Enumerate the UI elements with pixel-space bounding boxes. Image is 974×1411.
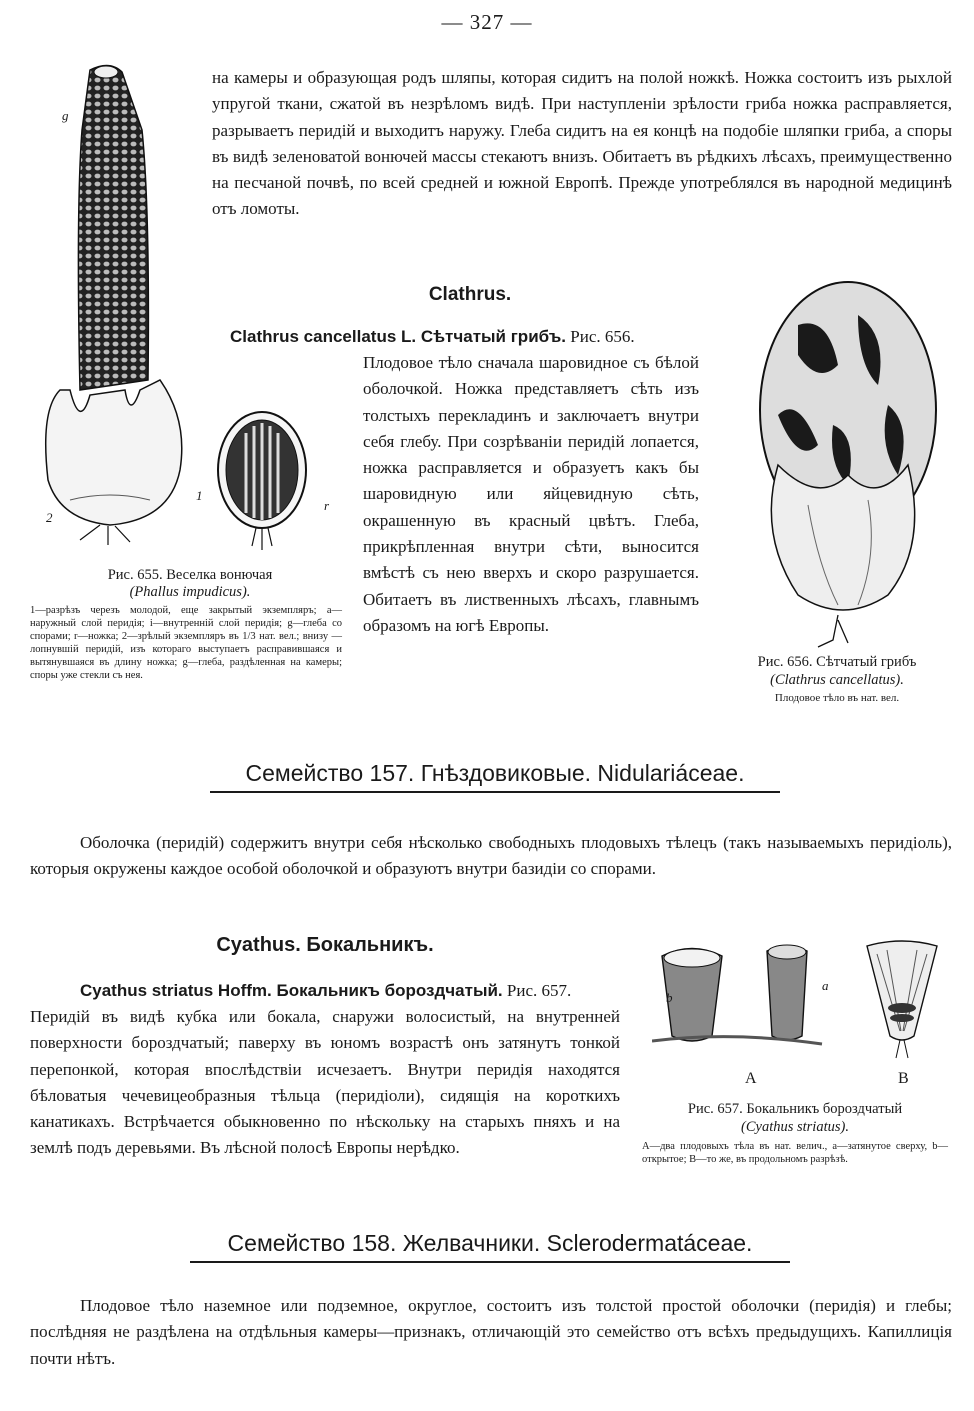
- figure-655-phallus-section: [206, 408, 318, 558]
- family-158-heading: Семейство 158. Желвачники. Sclerodermatáceae.: [227, 1230, 753, 1256]
- fig657-label-B: B: [898, 1070, 909, 1087]
- cyathus-genus-heading: Cyathus. Бокальникъ.: [216, 934, 434, 956]
- clathrus-species-line: [230, 324, 710, 350]
- fig656-caption-note: Плодовое тѣло въ нат. вел.: [774, 692, 900, 704]
- intro-paragraph: на камеры и образующая родъ шляпы, которая сидитъ на полой ножкѣ. Ножка состоитъ изъ рыхлой упругой ткани, сжатой въ незрѣломъ видѣ. При наступленіи зрѣлости гриба ножка расправляется, разрываетъ перидій и выходитъ наружу. Глеба сидитъ на ея концѣ на подобіе шляпки гриба, а споры въ видѣ зеленоватой вонючей массы стекаютъ внизъ. Обитаетъ въ рѣдкихъ лѣсахъ, преимущественно на песчаной почвѣ, по всей средней и южной Европѣ. Прежде употреблялся въ народной медицинѣ отъ ломоты.: [212, 68, 952, 219]
- fig655-note: 1—разрѣзъ черезъ молодой, еще закрытый экземпляръ; a—наружный слой перидія; i—внутренній слой перидія; g—глеба со спорами; r—ножка; 2—зрѣлый экземпляръ въ 1/3 нат. вел.; внизу — лопнувшій перидій, изъ котораго выступаетъ расправившаяся и вытянувшаяся въ длину ножка; g—глеба, раздѣленная на камеры; споры уже стекли съ нея.: [30, 605, 342, 681]
- family-157-heading: Семейство 157. Гнѣздовиковые. Nidulariáceae.: [245, 760, 745, 786]
- fig655-caption-latin: (Phallus impudicus).: [129, 584, 251, 600]
- cyathus-fig-ref: Рис. 657.: [502, 981, 572, 1000]
- fig655-label-2: 2: [46, 510, 53, 525]
- cyathus-species-name: Cyathus striatus Hoffm. Бокальникъ бороздчатый.: [80, 981, 503, 1000]
- fig656-caption-latin: (Clathrus cancellatus).: [770, 672, 904, 688]
- figure-656-clathrus: [738, 275, 948, 655]
- fig657-caption-latin: (Cyathus striatus).: [741, 1119, 849, 1135]
- fig657-label-b: b: [666, 990, 673, 1005]
- fig657-label-a: a: [822, 978, 829, 993]
- fig655-caption-title: Рис. 655. Веселка вонючая: [107, 567, 273, 583]
- fig655-label-g: g: [62, 108, 69, 123]
- figure-657-cyathus: [652, 936, 952, 1066]
- page-number: — 327 —: [441, 10, 533, 34]
- clathrus-description: Плодовое тѣло сначала шаровидное съ бѣлой оболочкой. Ножка представляетъ сѣть изъ толстыхъ перекладинъ и заключаетъ внутри себя глебу. При созрѣваніи перидій лопается, ножка расправляется и образуетъ какъ бы шаровидную или яйцевидную сѣть, окрашенную въ красный цвѣтъ. Глеба, прикрѣпленная внутри сѣти, выносится вмѣстѣ съ нею вверхъ и скоро разрушается. Обитаетъ въ лиственныхъ лѣсахъ, главнымъ образомъ на югѣ Европы.: [363, 353, 699, 635]
- clathrus-species-name: Clathrus cancellatus L. Сѣтчатый грибъ.: [230, 327, 567, 346]
- clathrus-genus-heading: Clathrus.: [428, 284, 512, 305]
- fig655-label-1: 1: [196, 488, 203, 503]
- fig655-label-r: r: [324, 498, 330, 513]
- family-157-text: Оболочка (перидій) содержитъ внутри себя нѣсколько свободныхъ плодовыхъ тѣлецъ (такъ называемыхъ перидіоль), которыя окружены каждое особой оболочкой и образуютъ внутри базидіи со спорами.: [30, 833, 952, 879]
- cyathus-description: Перидій въ видѣ кубка или бокала, снаружи волосистый, на внутренней поверхности бороздчатый; паверху въ юномъ возрастѣ онъ затянутъ тонкой перепонкой, которая впослѣдствіи исчезаетъ. Внутри перидія находятся бѣловатыя чечевицеобразныя тѣльца (перидіоли), сидящія на короткихъ канатикахъ. Встрѣчается обыкновенно по нѣскольку на старыхъ пняхъ и на землѣ подъ деревьями. Въ лѣсной полосѣ Европы нерѣдко.: [30, 1007, 620, 1158]
- cyathus-species-line: [30, 978, 620, 1004]
- fig657-note: A—два плодовыхъ тѣла въ нат. велич., a—затянутое сверху, b—открытое; B—то же, въ продольномъ разрѣзѣ.: [642, 1141, 948, 1165]
- fig656-caption-title: Рис. 656. Сѣтчатый грибъ: [757, 654, 917, 670]
- figure-655-phallus-mature: [30, 60, 190, 560]
- fig657-caption-title: Рис. 657. Бокальникъ бороздчатый: [687, 1101, 903, 1117]
- family-157-rule: [210, 791, 780, 793]
- fig657-label-A: A: [745, 1070, 757, 1087]
- clathrus-fig-ref: Рис. 656.: [566, 327, 635, 346]
- family-158-rule: [190, 1261, 790, 1263]
- family-158-text: Плодовое тѣло наземное или подземное, округлое, состоитъ изъ толстой простой оболочки (перидія) и глебы; послѣдняя не раздѣлена на отдѣльныя камеры—признакъ, отличающій это семейство отъ всѣхъ предыдущихъ. Капиллиція почти нѣтъ.: [30, 1296, 952, 1368]
